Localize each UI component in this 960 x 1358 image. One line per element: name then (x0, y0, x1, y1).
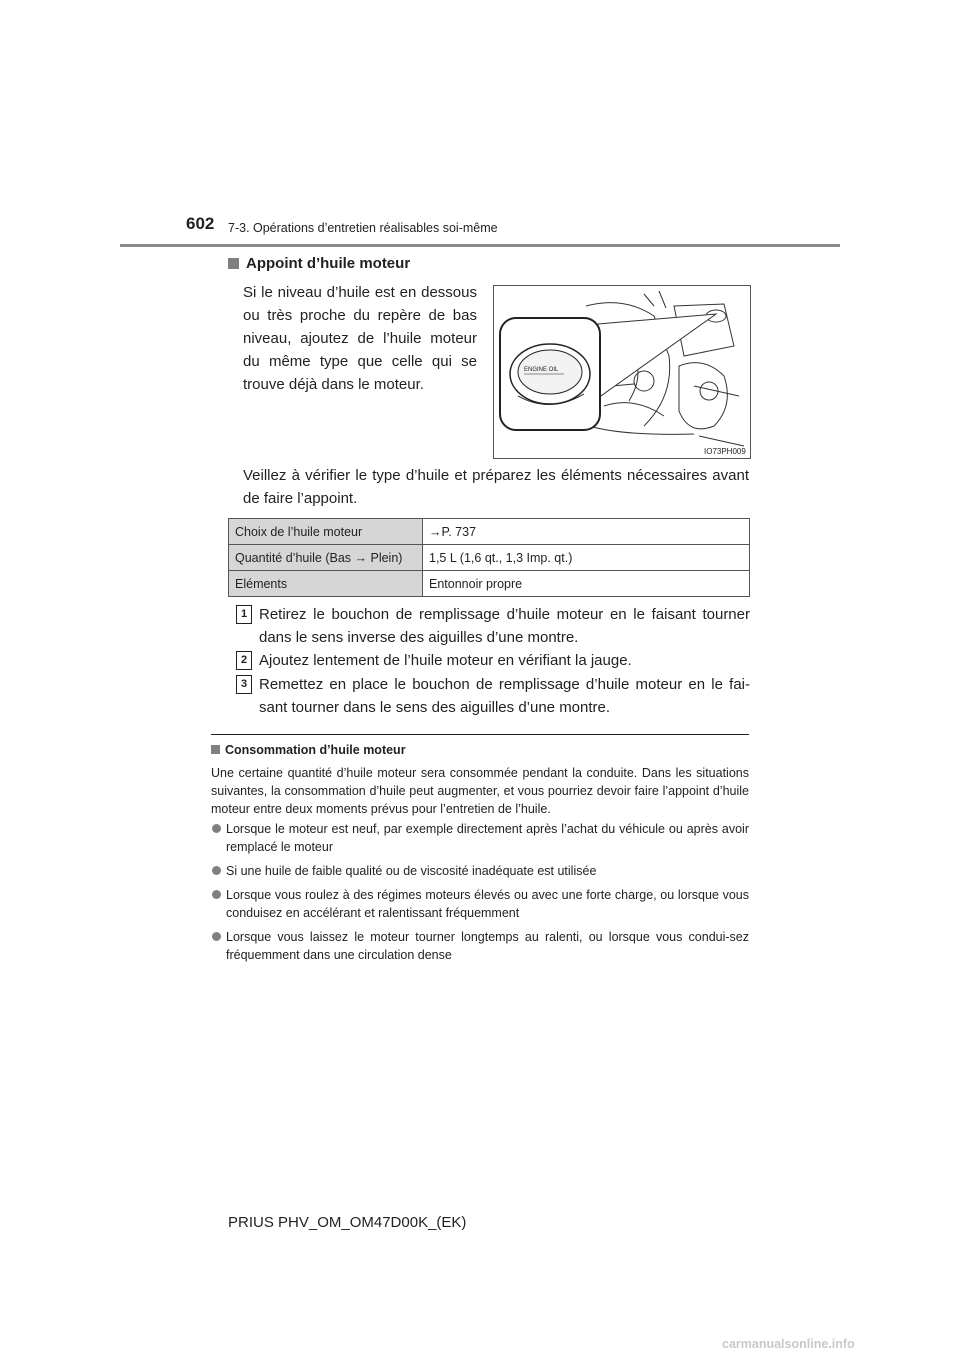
square-bullet-icon (211, 745, 220, 754)
table-cell-value: Entonnoir propre (423, 571, 750, 597)
header-divider (120, 244, 840, 247)
section-heading (228, 255, 410, 272)
step-number-badge: 2 (236, 651, 252, 670)
page-number: 602 (186, 214, 215, 233)
table-cell-label: Quantité d’huile (Bas → Plein) (229, 545, 423, 571)
figure-code: IO73PH009 (704, 447, 746, 456)
table-row (229, 545, 750, 571)
cap-label: ENGINE OIL (524, 367, 559, 373)
intro-paragraph: Si le niveau d’huile est en dessous ou très proche du repère de bas niveau, ajoutez de l’huile moteur du même type que celle qui se trouve déjà dans le moteur. (243, 284, 477, 393)
watermark: carmanualsonline.info (722, 1337, 855, 1351)
notes-paragraph: Une certaine quantité d’huile moteur sera consommée pendant la conduite. Dans les situations suivantes, la consommation d’huile peut augmenter, et vous pourriez devoir faire l’appoint d’huile moteur entre deux moments prévus pour l’entretien de l’huile. (211, 766, 749, 816)
table-cell-value: →P. 737 (423, 519, 750, 545)
engine-oil-cap-illustration (493, 285, 751, 459)
step-text: Ajoutez lentement de l’huile moteur en vérifiant la jauge. (259, 652, 632, 669)
table-cell-value: 1,5 L (1,6 qt., 1,3 Imp. qt.) (423, 545, 750, 571)
notes-heading-text: Consommation d’huile moteur (225, 743, 406, 757)
list-item (211, 886, 749, 922)
step-text: Retirez le bouchon de remplissage d’huile moteur en le faisant tourner dans le sens inverse des aiguilles d’une montre. (259, 606, 750, 646)
list-item-text: Lorsque vous laissez le moteur tourner longtemps au ralenti, ou lorsque vous condui-sez fréquemment dans une circulation dense (226, 930, 749, 962)
table-row (229, 519, 750, 545)
list-item (211, 820, 749, 856)
list-item-text: Si une huile de faible qualité ou de viscosité inadéquate est utilisée (226, 864, 597, 878)
notes-heading (211, 743, 406, 757)
table-cell-label: Eléments (229, 571, 423, 597)
square-bullet-icon (228, 258, 239, 269)
notes-divider (211, 734, 749, 735)
section-heading-text: Appoint d’huile moteur (246, 255, 411, 272)
step-number-badge: 1 (236, 605, 252, 624)
oil-spec-table (228, 518, 750, 597)
step-item (228, 649, 750, 672)
bullet-icon (212, 890, 221, 899)
step-item (228, 603, 750, 649)
check-note-paragraph: Veillez à vérifier le type d’huile et préparez les éléments nécessaires avant de faire l’appoint. (243, 467, 749, 507)
list-item (211, 862, 749, 880)
notes-list (211, 820, 749, 970)
step-item (228, 673, 750, 719)
engine-bay-drawing (494, 286, 750, 458)
bullet-icon (212, 866, 221, 875)
bullet-icon (212, 932, 221, 941)
bullet-icon (212, 824, 221, 833)
table-cell-label: Choix de l’huile moteur (229, 519, 423, 545)
list-item-text: Lorsque le moteur est neuf, par exemple directement après l’achat du véhicule ou après avoir remplacé le moteur (226, 822, 749, 854)
list-item-text: Lorsque vous roulez à des régimes moteurs élevés ou avec une forte charge, ou lorsque vous conduisez en accélérant et ralentissant fréquemment (226, 888, 749, 920)
step-number-badge: 3 (236, 675, 252, 694)
step-text: Remettez en place le bouchon de remplissage d’huile moteur en le fai-sant tourner dans le sens des aiguilles d’une montre. (259, 676, 750, 716)
list-item (211, 928, 749, 964)
section-title: 7-3. Opérations d’entretien réalisables soi-même (228, 221, 498, 235)
document-code: PRIUS PHV_OM_OM47D00K_(EK) (228, 1214, 467, 1231)
table-row (229, 571, 750, 597)
